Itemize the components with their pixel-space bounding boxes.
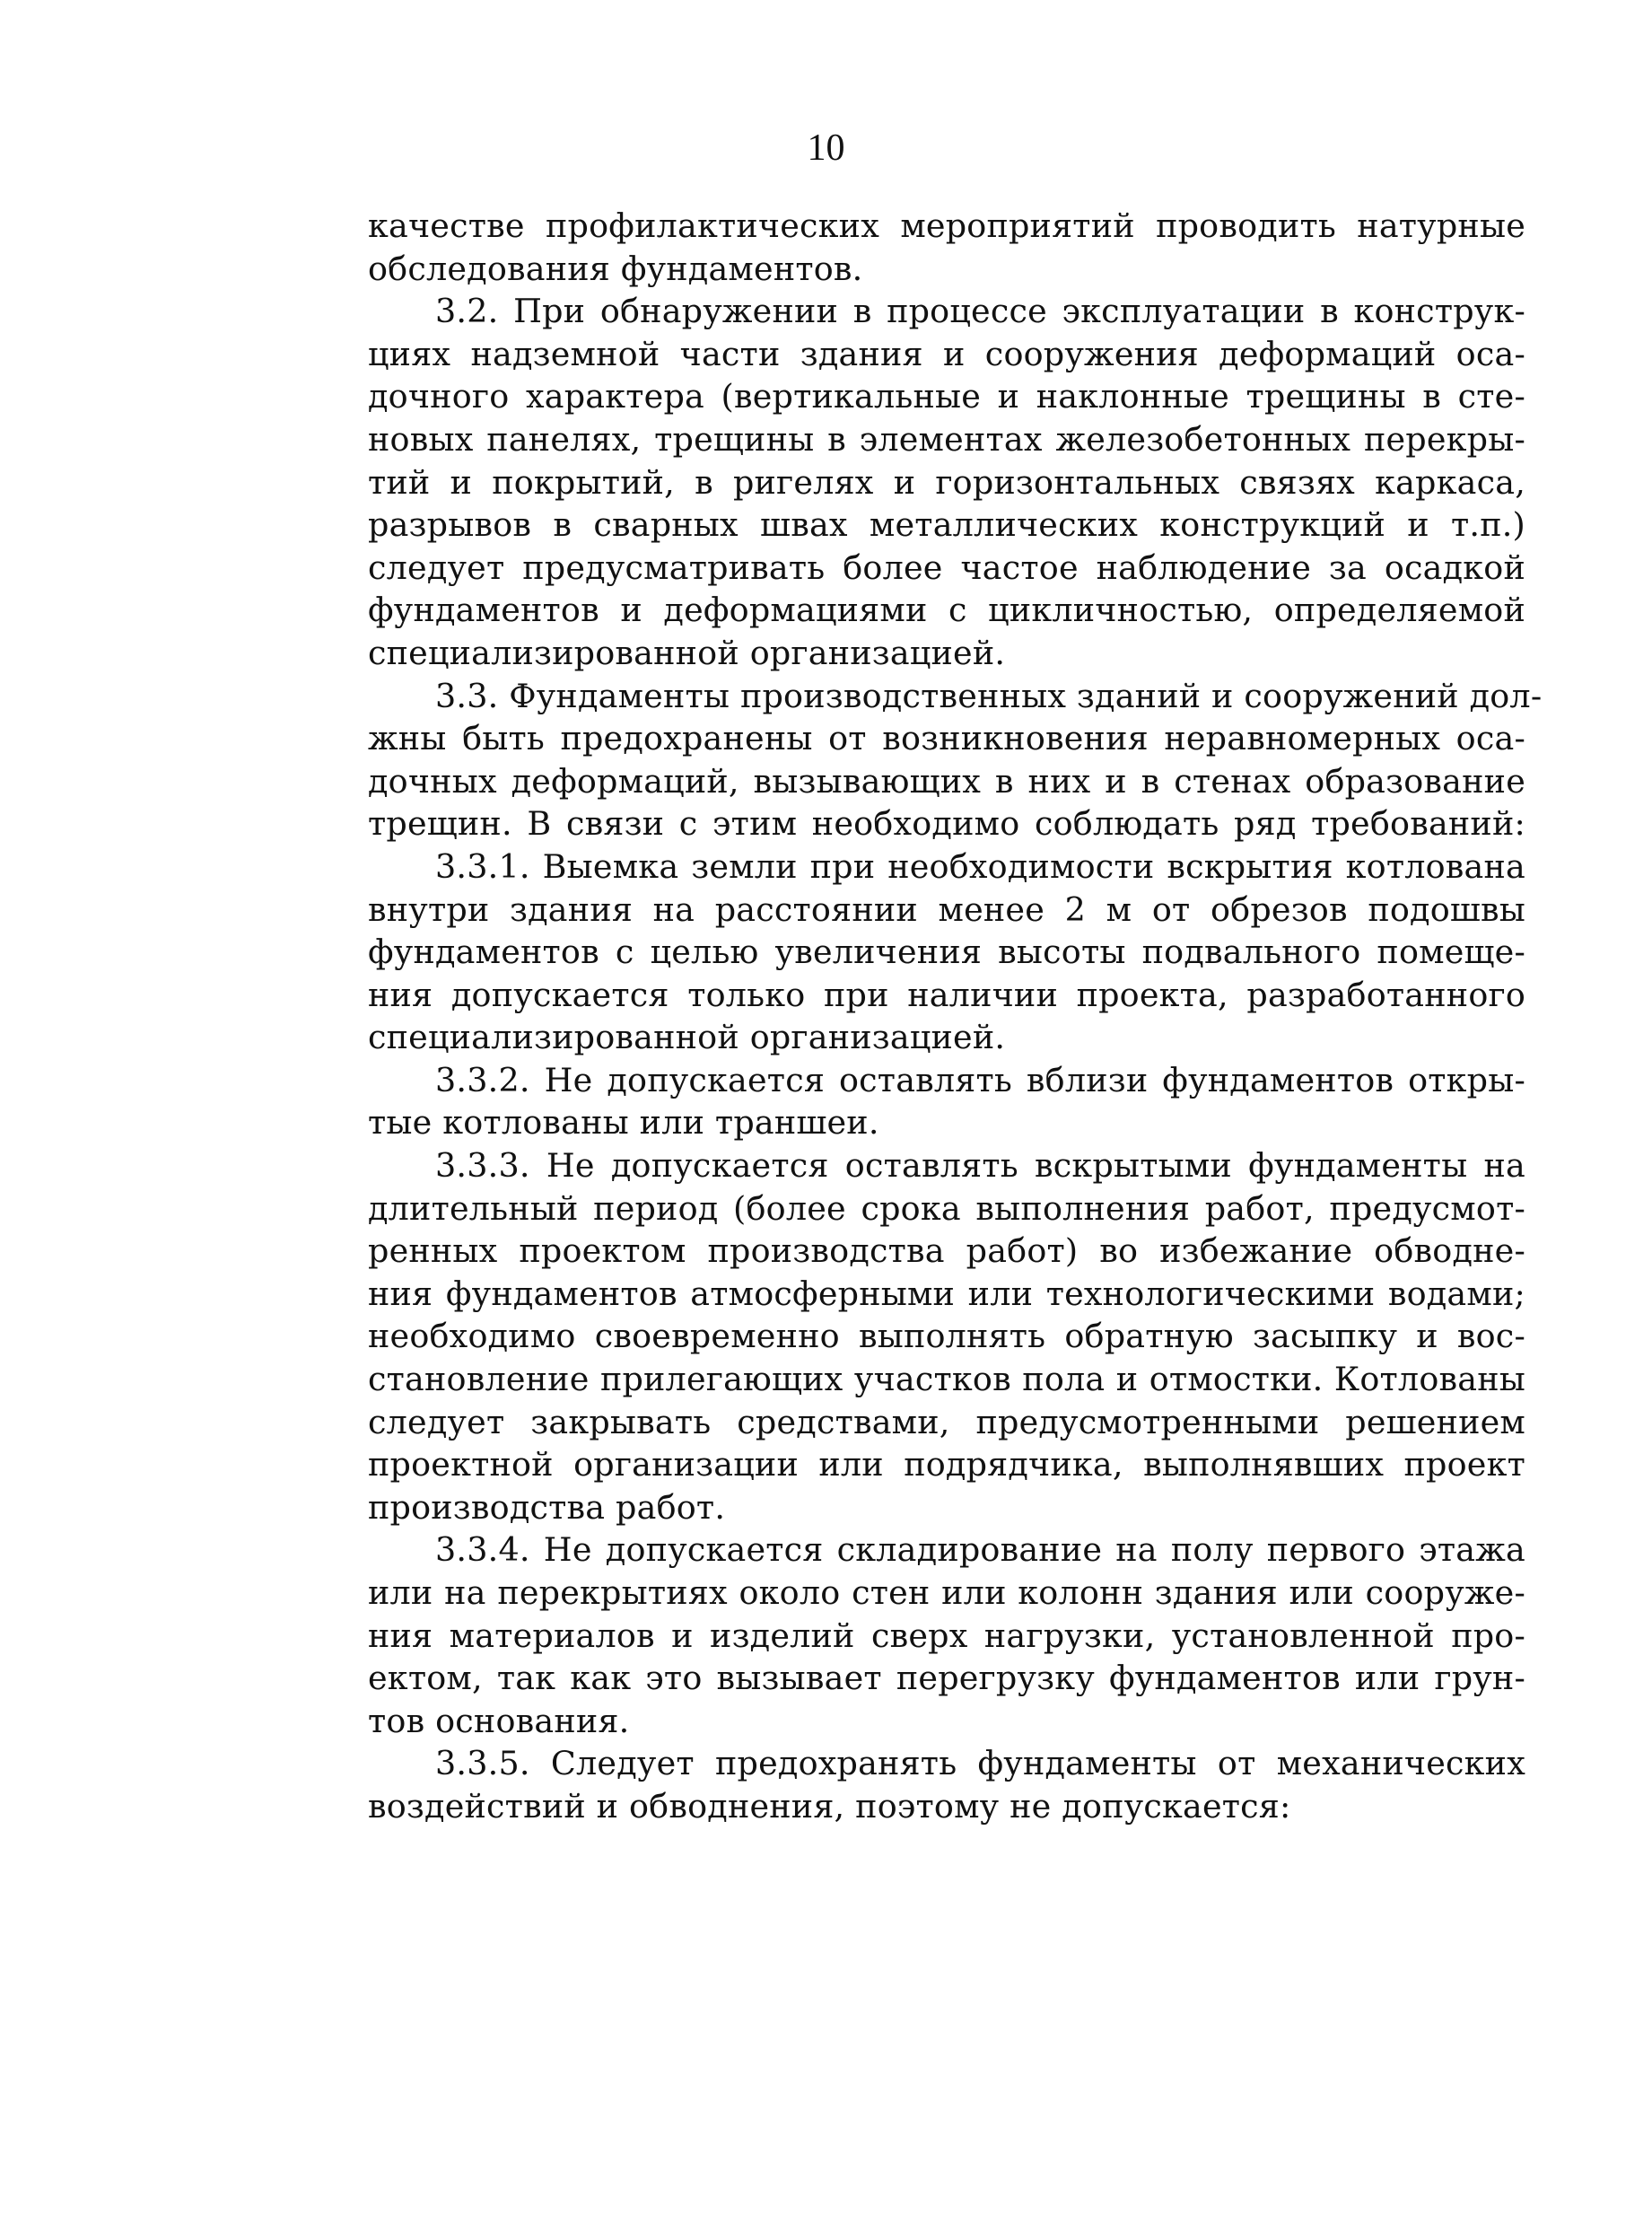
text-line: жны быть предохранены от возникновения неравномерных оса- — [368, 719, 1525, 758]
text-line: или на перекрытиях около стен или колонн здания или сооруже- — [368, 1573, 1525, 1612]
paragraph-3-3-4 — [368, 1528, 1525, 1742]
page-number: 10 — [807, 127, 845, 169]
text-line: 3.3.2. Не допускается оставлять вблизи фундаментов откры- — [435, 1060, 1525, 1099]
text-line: фундаментов с целью увеличения высоты подвального помеще- — [368, 933, 1525, 972]
text-line: специализированной организацией. — [368, 1018, 1006, 1057]
text-line: качестве профилактических мероприятий проводить натурные — [368, 206, 1525, 245]
text-line: 3.3.1. Выемка земли при необходимости вскрытия котлована — [435, 846, 1525, 886]
text-line: специализированной организацией. — [368, 633, 1006, 672]
text-line: внутри здания на расстоянии менее 2 м от обрезов подошвы — [368, 889, 1525, 929]
text-line: воздействий и обводнения, поэтому не допускается: — [368, 1786, 1291, 1826]
text-line: ния фундаментов атмосферными или технологическими водами; — [368, 1274, 1525, 1313]
text-line: циях надземной части здания и сооружения деформаций оса- — [368, 334, 1525, 373]
text-line: ектом, так как это вызывает перегрузку фундаментов или грун- — [368, 1659, 1525, 1698]
text-line: следует предусматривать более частое наблюдение за осадкой — [368, 547, 1525, 587]
paragraph-3-3 — [368, 675, 1543, 845]
text-line: дочных деформаций, вызывающих в них и в стенах образование — [368, 761, 1525, 801]
text-line: трещин. В связи с этим необходимо соблюдать ряд требований: — [368, 804, 1525, 844]
text-line: новых панелях, трещины в элементах железобетонных перекры- — [368, 419, 1525, 459]
paragraph-3-3-1 — [368, 845, 1525, 1059]
text-line: дочного характера (вертикальные и наклонные трещины в сте- — [368, 377, 1525, 416]
paragraph-continuation — [368, 205, 1525, 290]
text-line: производства работ. — [368, 1487, 726, 1527]
text-line: проектной организации или подрядчика, выполнявших проект — [368, 1445, 1525, 1484]
text-line: 3.2. При обнаружении в процессе эксплуатации в конструк- — [435, 292, 1525, 331]
text-line: тий и покрытий, в ригелях и горизонтальных связях каркаса, — [368, 462, 1525, 502]
text-line: 3.3. Фундаменты производственных зданий и сооружений дол- — [435, 676, 1543, 715]
text-line: необходимо своевременно выполнять обратную засыпку и вос- — [368, 1317, 1525, 1356]
text-line: 3.3.4. Не допускается складирование на полу первого этажа — [435, 1530, 1525, 1570]
text-line: 3.3.5. Следует предохранять фундаменты от механических — [435, 1744, 1525, 1783]
text-line: длительный период (более срока выполнения работ, предусмот- — [368, 1188, 1525, 1228]
text-line: разрывов в сварных швах металлических конструкций и т.п.) — [368, 505, 1525, 545]
text-line: 3.3.3. Не допускается оставлять вскрытыми фундаменты на — [435, 1146, 1525, 1186]
paragraph-3-3-2 — [368, 1059, 1525, 1144]
text-line: тов основания. — [368, 1701, 630, 1740]
text-line: ния материалов и изделий сверх нагрузки, установленной про- — [368, 1616, 1525, 1655]
text-line: тые котлованы или траншеи. — [368, 1103, 879, 1143]
text-line: ния допускается только при наличии проекта, разработанного — [368, 975, 1525, 1014]
text-line: фундаментов и деформациями с цикличностью, определяемой — [368, 591, 1525, 630]
body-text — [368, 205, 1543, 1828]
text-line: становление прилегающих участков пола и отмостки. Котлованы — [368, 1360, 1525, 1399]
paragraph-3-3-5 — [368, 1742, 1525, 1827]
paragraph-3-3-3 — [368, 1144, 1525, 1528]
text-line: ренных проектом производства работ) во избежание обводне- — [368, 1231, 1525, 1271]
paragraph-3-2 — [368, 290, 1525, 674]
text-line: следует закрывать средствами, предусмотренными решением — [368, 1402, 1525, 1441]
text-line: обследования фундаментов. — [368, 249, 863, 288]
